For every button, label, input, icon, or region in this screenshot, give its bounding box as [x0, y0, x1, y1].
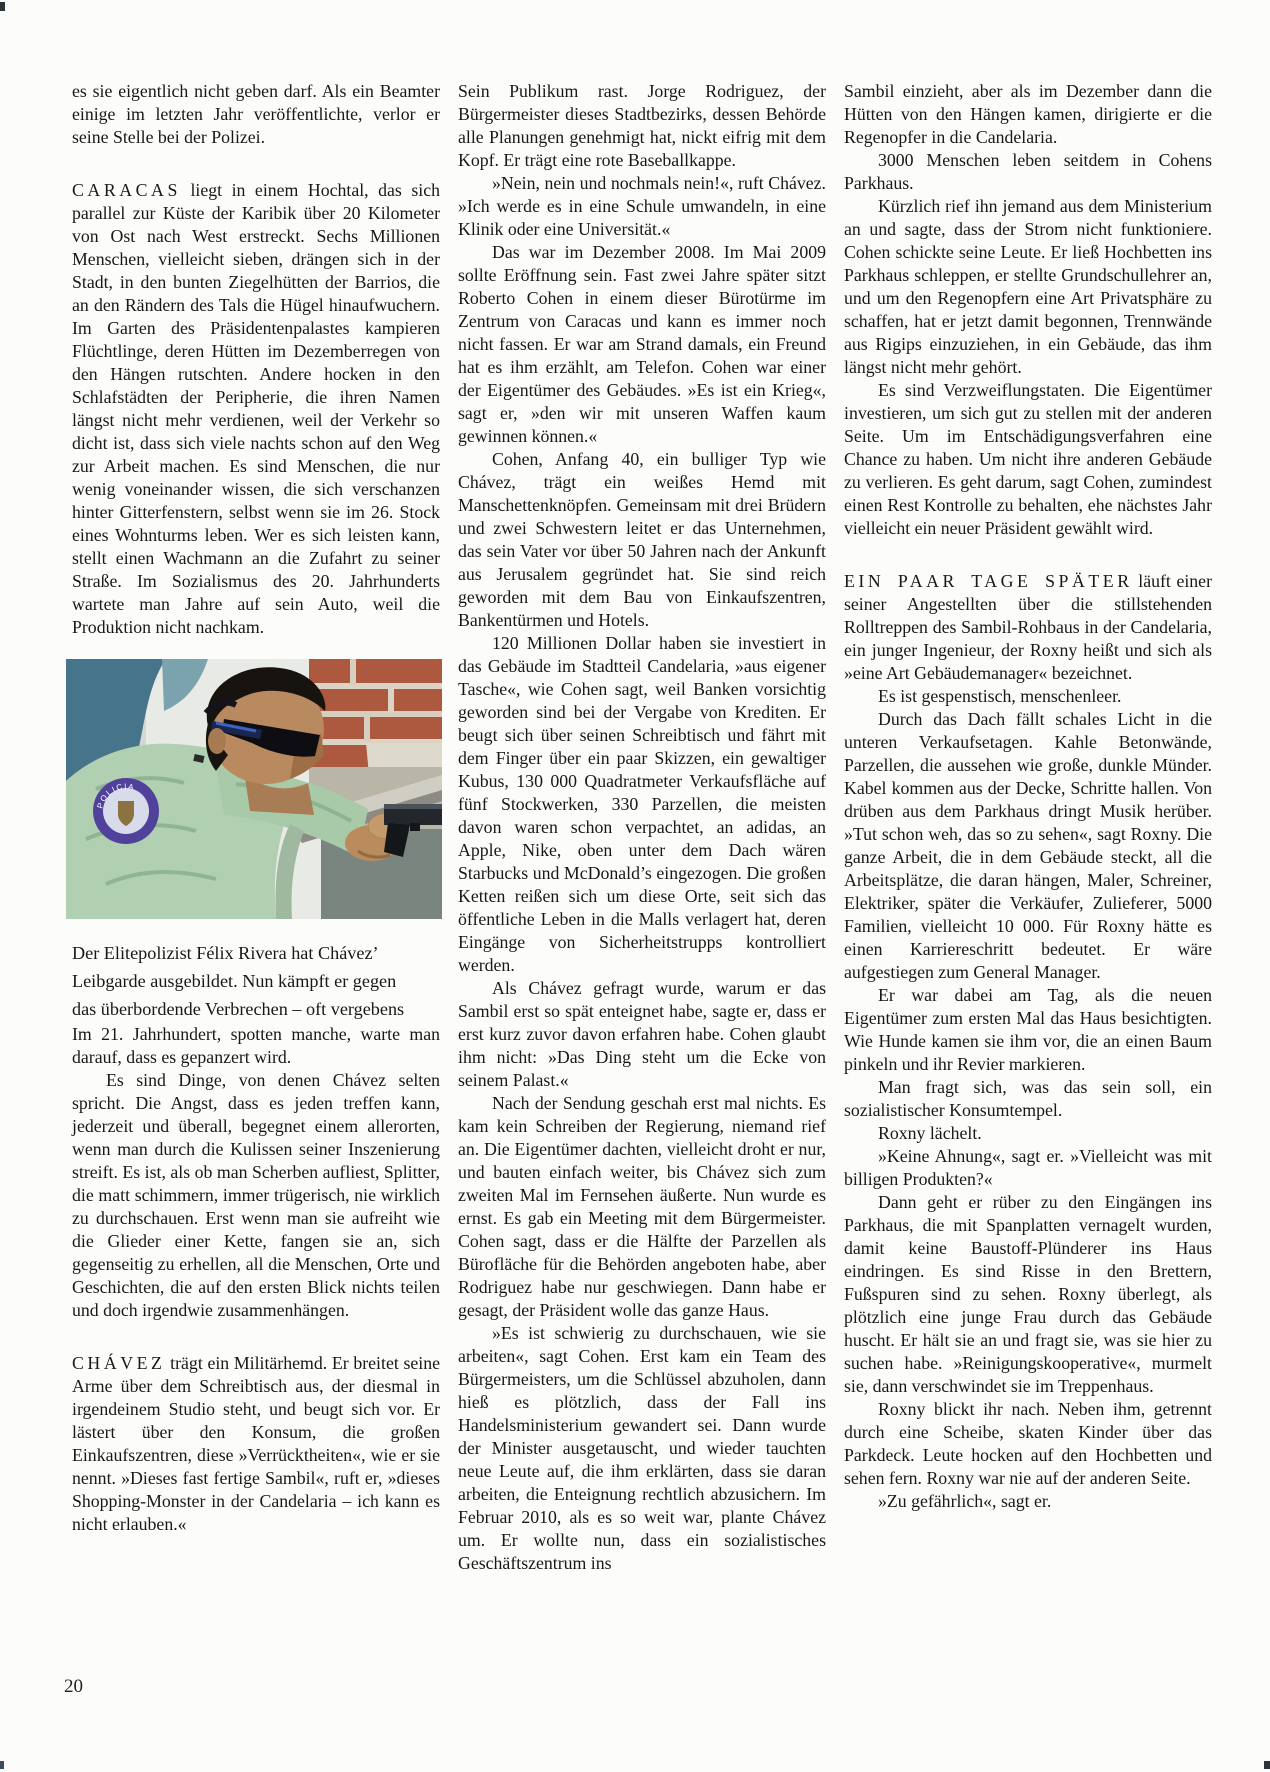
paragraph: Roxny lächelt.	[878, 1123, 982, 1143]
photo-caption	[72, 939, 440, 1023]
paragraph: Kürzlich rief ihn jemand aus dem Ministerium an und sagte, dass der Strom nicht funktioniere. Cohen schickte seine Leute. Er ließ Hochbetten ins Parkhaus schleppen, er stellte Grundschullehrer an, und um den Regenopfern eine Art Privatsphäre zu schaffen, hat er jetzt damit begonnen, Trennwände aus Rigips einzuziehen, in ein Gebäude, das ihm längst nicht mehr gehört.	[844, 196, 1212, 377]
paragraph: Dann geht er rüber zu den Eingängen ins Parkhaus, die mit Spanplatten vernagelt wurden, damit keine Baustoff-Plünderer ins Haus eindringen. Es sind Risse in den Brettern, Fußspuren sind zu sehen. Roxny überlegt, als plötzlich eine junge Frau durch das Gebäude huscht. Er hält sie an und fragt sie, was sie hier zu suchen habe. »Reinigungskooperative«, murmelt sie, dann verschwindet sie im Treppenhaus.	[844, 1192, 1212, 1396]
officer-ear	[208, 728, 226, 754]
paragraph: 120 Millionen Dollar haben sie investiert in das Gebäude im Stadtteil Candelaria, »aus eigener Tasche«, wie Cohen sagt, weil Banken vorsichtig geworden sind bei der Vergabe von Krediten. Er beugt sich über seinen Schreibtisch und fährt mit dem Finger über ein paar Skizzen, ein gewaltiger Kubus, 130 000 Quadratmeter Verkaufsfläche auf fünf Stockwerken, 330 Parzellen, die meisten davon waren schon verpachtet, an adidas, an Apple, Nike, oben unter dem Dach wären Starbucks und McDonald’s eingezogen. Die großen Ketten reißen sich um diese Orte, seit sich das öffentliche Leben in die Malls verlagert hat, deren Eingänge von Sicherheitstrupps kontrolliert werden.	[458, 633, 826, 975]
scan-mark-top-left	[0, 2, 5, 11]
scan-mark-bottom-right	[1264, 1761, 1270, 1769]
section-lead: CHÁVEZ	[72, 1353, 166, 1373]
police-badge	[93, 778, 159, 844]
section-caracas	[72, 179, 440, 639]
scan-mark-bottom-left	[0, 1761, 4, 1769]
paragraph: Durch das Dach fällt schales Licht in die unteren Verkaufsetagen. Kahle Betonwände, Parzellen, die aussehen wie große, dunkle Münder. Kabel kommen aus der Decke, Schritte hallen. Von drüben aus dem Parkhaus dringt Musik herüber. »Tut schon weh, das so zu sehen«, sagt Roxny. Die ganze Arbeit, die in dem Gebäude steckt, all die Arbeitsplätze, die daran hängen, Maler, Schreiner, Elektriker, später die Verkäufer, Zulieferer, 5000 Familien, vielleicht 10 000. Für Roxny hätte es einen Karriereschritt bedeutet. Er wäre aufgestiegen zum General Manager.	[844, 709, 1212, 982]
paragraph: Roxny blickt ihr nach. Neben ihm, getrennt durch eine Scheibe, skaten Kinder über das Parkdeck. Leute hocken auf den Hochbetten und sehen fern. Roxny war nie auf der anderen Seite.	[844, 1399, 1212, 1488]
paragraph: Er war dabei am Tag, als die neuen Eigentümer zum ersten Mal das Haus besichtigten. Wie Hunde kamen sie ihm vor, die an einen Baum pinkeln und ihr Revier markieren.	[844, 985, 1212, 1074]
photo-illustration	[66, 659, 442, 919]
paragraph: Es sind Dinge, von denen Chávez selten spricht. Die Angst, dass es jeden treffen kann, jederzeit und überall, begegnet einem allerorten, wenn man durch die Kulissen seiner Inszenierung streift. Es ist, als ob man Scherben aufliest, Splitter, die matt schimmern, immer trügerisch, nie wirklich zu durchschauen. Erst wenn man sie aufreiht wie die Glieder einer Kette, fangen sie an, sich gegenseitig zu erhellen, all die Menschen, Orte und Geschichten, die auf den ersten Blick nichts teilen und doch irgendwie zusammenhängen.	[72, 1070, 440, 1320]
column-right	[844, 80, 1212, 1513]
photo-felix-rivera	[66, 659, 442, 919]
paragraph: »Keine Ahnung«, sagt er. »Vielleicht was mit billigen Produkten?«	[844, 1146, 1212, 1189]
paragraph: »Es ist schwierig zu durchschauen, wie sie arbeiten«, sagt Cohen. Erst kam ein Team des Bürgermeisters, um die Schlüssel abzuholen, dann hieß es plötzlich, dass der Fall ins Handelsministerium gewandert sei. Dann wurde der Minister ausgetauscht, und wieder tauchten neue Leute auf, die ihm erklärten, dass sie daran arbeiten, die Enteignung rechtlich abzusichern. Im Februar 2010, als es so weit war, plante Chávez um. Er wollte nun, dass ein sozialistisches Geschäftszentrum ins	[458, 1323, 826, 1573]
paragraph: Sein Publikum rast. Jorge Rodriguez, der Bürgermeister dieses Stadtbezirks, dessen Behörde alle Planungen genehmigt hat, nickt eifrig mit dem Kopf. Er trägt eine rote Baseballkappe.	[458, 81, 826, 170]
paragraph: 3000 Menschen leben seitdem in Cohens Parkhaus.	[844, 150, 1212, 193]
column-left	[72, 80, 440, 1536]
section-text: liegt in einem Hochtal, das sich parallel zur Küste der Karibik über 20 Kilometer von Ost nach West erstreckt. Sechs Millionen Menschen, vielleicht sieben, drängen sich in der Stadt, in den bunten Ziegelhütten der Barrios, die an den Rändern des Tals die Hügel hinaufwuchern. Im Garten des Präsidentenpalastes kampieren Flüchtlinge, deren Hütten im Dezemberregen von den Hängen rutschten. Andere hocken in den Schlafstädten der Peripherie, die ihren Namen längst nicht mehr verdienen, weil der Verkehr so dicht ist, dass sich viele nachts schon auf den Weg zur Arbeit machen. Es sind Menschen, die nur wenig voneinander wissen, die sich verschanzen hinter Gitterfenstern, selbst wenn sie im 26. Stock eines Wohnturms leben. Wer es sich leisten kann, stellt einen Wachmann an die Zufahrt zu seiner Straße. Im Sozialismus des 20. Jahrhunderts wartete man Jahre auf sein Auto, weil die Produktion nicht nachkam.	[72, 180, 441, 637]
paragraph: Als Chávez gefragt wurde, warum er das Sambil erst so spät enteignet habe, sagte er, dass er erst kurz zuvor davon erfahren habe. Cohen glaubt ihm nicht: »Das Ding steht um die Ecke von seinem Palast.«	[458, 978, 826, 1090]
paragraph: Im 21. Jahrhundert, spotten manche, warte man darauf, dass es gepanzert wird.	[72, 1024, 440, 1067]
page-number: 20	[64, 1676, 83, 1697]
section-chavez	[72, 1352, 440, 1536]
paragraph: Sambil einzieht, aber als im Dezember dann die Hütten von den Hängen kamen, dirigierte er die Regenopfer in die Candelaria.	[844, 81, 1212, 147]
paragraph: Es ist gespenstisch, menschenleer.	[878, 686, 1122, 706]
paragraph: Nach der Sendung geschah erst mal nichts. Es kam kein Schreiben der Regierung, niemand rief an. Die Eigentümer dachten, vielleicht droht er nur, und bauten einfach weiter, bis Chávez sich zum zweiten Mal im Fernsehen äußerte. Nun wurde es ernst. Es gab ein Meeting mit dem Bürgermeister. Cohen sagt, dass er die Hälfte der Parzellen als Bürofläche für die Behörden angeboten habe, aber Rodriguez habe nur geschwiegen. Dann habe er gesagt, der Präsident wolle das ganze Haus.	[458, 1093, 826, 1320]
section-text: trägt ein Militärhemd. Er breitet seine Arme über dem Schreibtisch aus, der diesmal in irgendeinem Studio steht, und beugt sich vor. Er lästert über den Konsum, die großen Einkaufszentren, diese »Verrücktheiten«, wie er sie nennt. »Dieses fast fertige Sambil«, ruft er, »dieses Shopping-Monster in der Candelaria – ich kann es nicht erlauben.«	[72, 1353, 440, 1534]
section-lead: EIN PAAR TAGE SPÄTER	[844, 571, 1133, 591]
badge-text: POLICIA	[95, 781, 136, 810]
paragraph: es sie eigentlich nicht geben darf. Als ein Beamter einige im letzten Jahr veröffentlichte, verlor er seine Stelle bei der Polizei.	[72, 81, 440, 147]
paragraph: Cohen, Anfang 40, ein bulliger Typ wie Chávez, trägt ein weißes Hemd mit Manschettenknöpfen. Gemeinsam mit drei Brüdern und zwei Schwestern leitet er das Unternehmen, das sein Vater vor über 50 Jahren nach der Ankunft aus Jerusalem gegründet hat. Sie sind reich geworden mit dem Bau von Einkaufszentren, Bankentürmen und Hotels.	[458, 449, 826, 630]
section-text: läuft einer seiner Angestellten über die stillstehenden Rolltreppen des Sambil-Rohbaus in der Candelaria, ein junger Ingenieur, der Roxny heißt und sich als »eine Art Gebäudemanager« bezeichnet.	[844, 571, 1212, 683]
section-ein-paar-tage	[844, 570, 1212, 685]
column-middle	[458, 80, 826, 1575]
caption-line: das überbordende Verbrechen – oft vergebens	[72, 999, 405, 1019]
caption-line: Leibgarde ausgebildet. Nun kämpft er gegen	[72, 971, 397, 991]
paragraph: Das war im Dezember 2008. Im Mai 2009 sollte Eröffnung sein. Fast zwei Jahre später sitzt Roberto Cohen in einem dieser Bürotürme im Zentrum von Caracas und kann es immer noch nicht fassen. Er war am Strand damals, ein Freund hat es ihm erzählt, am Telefon. Cohen war einer der Eigentümer des Gebäudes. »Es ist ein Krieg«, sagt er, »den wir mit unseren Waffen kaum gewinnen können.«	[458, 242, 826, 446]
paragraph: »Zu gefährlich«, sagt er.	[878, 1491, 1052, 1511]
section-lead: CARACAS	[72, 180, 181, 200]
paragraph: »Nein, nein und nochmals nein!«, ruft Chávez. »Ich werde es in eine Schule umwandeln, in eine Klinik oder eine Universität.«	[458, 173, 826, 239]
paragraph: Man fragt sich, was das sein soll, ein sozialistischer Konsumtempel.	[844, 1077, 1212, 1120]
paragraph: Es sind Verzweiflungstaten. Die Eigentümer investieren, um sich gut zu stellen mit der anderen Seite. Um im Entschädigungsverfahren eine Chance zu haben. Um nicht ihre anderen Gebäude zu verlieren. Es geht darum, sagt Cohen, zumindest einen Rest Kontrolle zu behalten, ehe nächstes Jahr vielleicht ein neuer Präsident gewählt wird.	[844, 380, 1212, 538]
caption-line: Der Elitepolizist Félix Rivera hat Chávez’	[72, 943, 379, 963]
